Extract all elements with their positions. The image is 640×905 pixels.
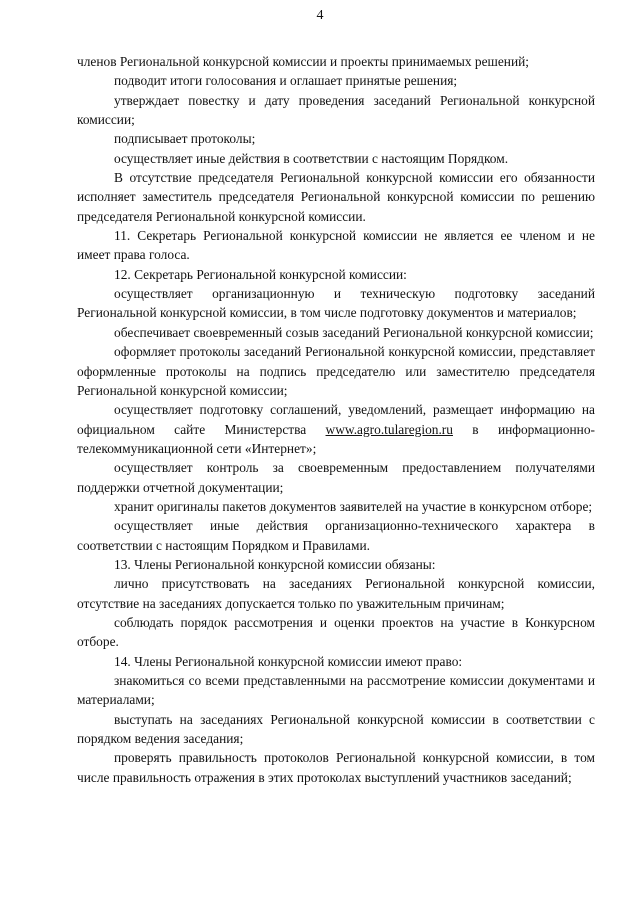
paragraph: знакомиться со всеми представленными на рассмотрение комиссии документами и материалами; <box>77 673 595 708</box>
paragraph: лично присутствовать на заседаниях Региональной конкурсной комиссии, отсутствие на заседаниях допускается только по уважительным причинам; <box>77 576 595 611</box>
paragraph: оформляет протоколы заседаний Региональной конкурсной комиссии, представляет оформленные протоколы на подпись председателю или заместителю председателя Региональной конкурсной комиссии; <box>77 344 595 398</box>
paragraph: членов Региональной конкурсной комиссии и проекты принимаемых решений; <box>77 54 529 69</box>
document-body <box>77 52 595 787</box>
paragraph: осуществляет контроль за своевременным предоставлением получателями поддержки отчетной документации; <box>77 460 595 495</box>
paragraph: хранит оригиналы пакетов документов заявителей на участие в конкурсном отборе; <box>114 498 593 514</box>
paragraph: выступать на заседаниях Региональной конкурсной комиссии в соответствии с порядком ведения заседания; <box>77 711 595 747</box>
paragraph: В отсутствие председателя Региональной конкурсной комиссии его обязанности исполняет заместитель председателя Региональной конкурсной комиссии по решению председателя Региональной конкурсной комиссии. <box>77 170 595 224</box>
paragraph-text: осуществляет подготовку соглашений, уведомлений, размещает информацию на официальном сайте Министерства <box>77 402 595 437</box>
paragraph: проверять правильность протоколов Региональной конкурсной комиссии, в том числе правильность отражения в этих протоколах выступлений участников заседаний; <box>77 750 595 785</box>
ministry-website-link[interactable]: www.agro.tularegion.ru <box>325 421 453 437</box>
paragraph: 11. Секретарь Региональной конкурсной комиссии не является ее членом и не имеет права голоса. <box>77 228 595 263</box>
paragraph: соблюдать порядок рассмотрения и оценки проектов на участие в Конкурсном отборе. <box>77 614 595 650</box>
paragraph: осуществляет иные действия в соответствии с настоящим Порядком. <box>114 150 509 166</box>
paragraph: 13. Члены Региональной конкурсной комиссии обязаны: <box>114 556 436 572</box>
paragraph-text: в информационно-телекоммуникационной сети «Интернет»; <box>77 421 595 456</box>
paragraph: подводит итоги голосования и оглашает принятые решения; <box>114 73 458 89</box>
paragraph: 12. Секретарь Региональной конкурсной комиссии: <box>114 266 407 282</box>
paragraph: утверждает повестку и дату проведения заседаний Региональной конкурсной комиссии; <box>77 92 595 128</box>
website-paragraph <box>77 400 595 458</box>
paragraph: обеспечивает своевременный созыв заседаний Региональной конкурсной комиссии; <box>114 324 594 340</box>
paragraph: подписывает протоколы; <box>114 131 256 147</box>
paragraph: осуществляет иные действия организационно-технического характера в соответствии с настоящим Порядком и Правилами. <box>77 518 595 553</box>
page-number: 4 <box>316 8 324 23</box>
paragraph: осуществляет организационную и техническую подготовку заседаний Региональной конкурсной комиссии, в том числе подготовку документов и материалов; <box>77 286 595 321</box>
paragraph: 14. Члены Региональной конкурсной комиссии имеют право: <box>114 653 463 669</box>
